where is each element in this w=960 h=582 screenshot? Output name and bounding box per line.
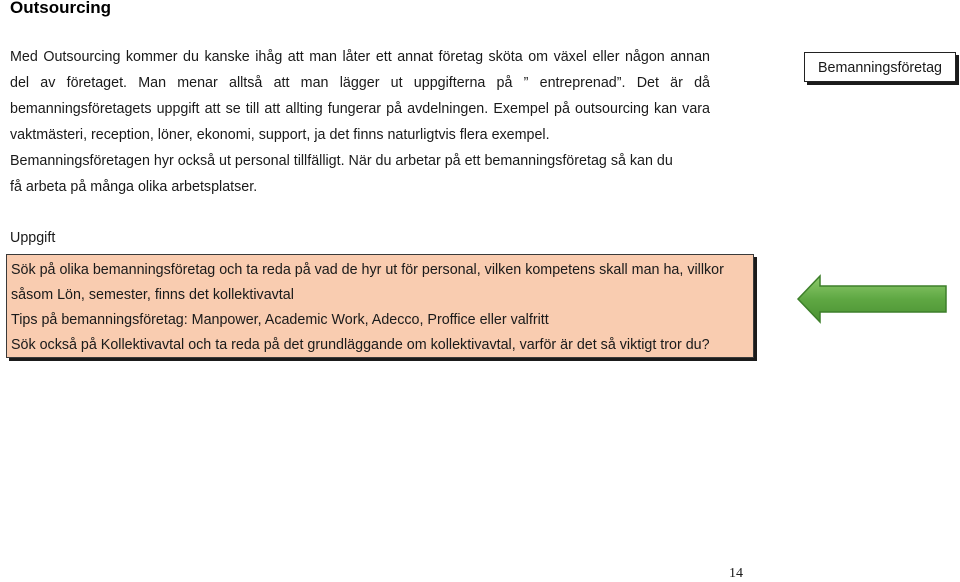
paragraph-line-3: bemanningsföretagets uppgift att se till att allting fungerar på avdelningen. Exempel på outsourcing kan vara: [10, 101, 710, 117]
page-number: 14: [729, 566, 743, 581]
task-box: [6, 254, 754, 358]
paragraph-line-4: vaktmästeri, reception, löner, ekonomi, support, ja det finns naturligtvis flera exempel.: [10, 127, 550, 143]
task-line-3: Tips på bemanningsföretag: Manpower, Academic Work, Adecco, Proffice eller valfritt: [11, 312, 549, 328]
task-line-2: såsom Lön, semester, finns det kollektivavtal: [11, 287, 294, 303]
task-line-4: Sök också på Kollektivavtal och ta reda på det grundläggande om kollektivavtal, varför är det så viktigt tror du?: [11, 337, 710, 353]
paragraph-line-1: Med Outsourcing kommer du kanske ihåg att man låter ett annat företag sköta om växel eller någon annan: [10, 49, 710, 65]
paragraph-line-2: del av företaget. Man menar alltså att man lägger ut uppgifterna på ” entreprenad”. Det är då: [10, 75, 710, 91]
task-line-1: Sök på olika bemanningsföretag och ta reda på vad de hyr ut för personal, vilken kompetens skall man ha, villkor: [11, 262, 724, 278]
bemanningsforetag-label-box: [804, 52, 956, 82]
left-arrow-icon: [796, 274, 948, 324]
paragraph-line-5: Bemanningsföretagen hyr också ut personal tillfälligt. När du arbetar på ett bemanningsföretag så kan du: [10, 153, 673, 169]
paragraph-line-6: få arbeta på många olika arbetsplatser.: [10, 179, 258, 195]
arrow-shape: [798, 276, 946, 322]
page-heading: Outsourcing: [10, 0, 112, 17]
task-title: Uppgift: [10, 230, 56, 246]
bemanningsforetag-label: Bemanningsföretag: [818, 60, 942, 76]
